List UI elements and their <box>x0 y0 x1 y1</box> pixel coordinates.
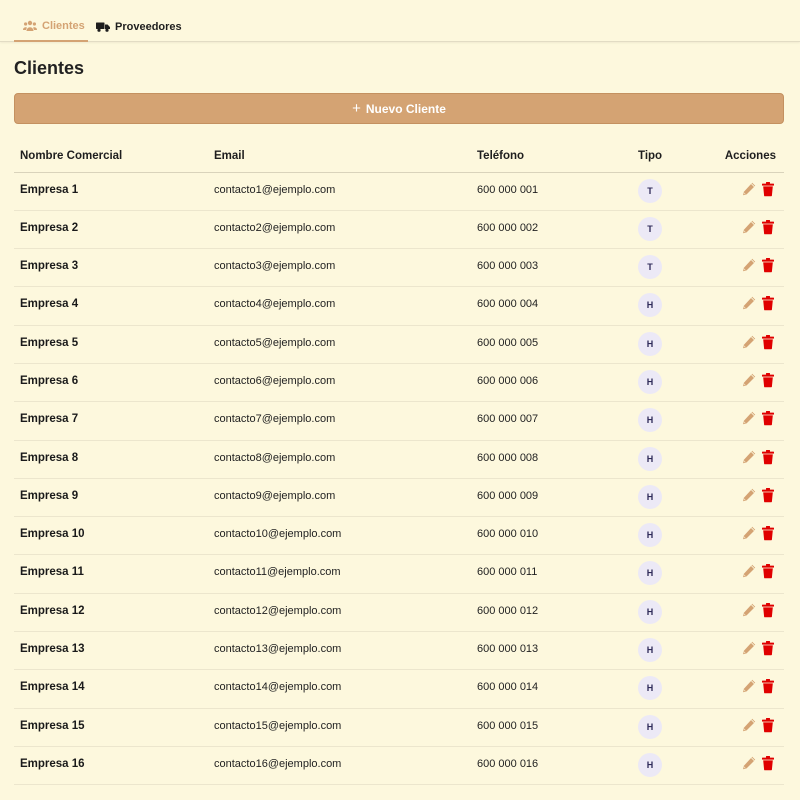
header-tipo[interactable]: Tipo <box>632 141 694 172</box>
tipo-badge: H <box>638 638 662 662</box>
table-row[interactable] <box>14 478 784 516</box>
cell-nombre: Empresa 8 <box>14 440 208 478</box>
tipo-badge: T <box>638 179 662 203</box>
cell-nombre: Empresa 16 <box>14 746 208 784</box>
pencil-icon[interactable] <box>741 487 757 503</box>
pencil-icon[interactable] <box>741 334 757 350</box>
trash-icon[interactable] <box>760 372 776 388</box>
cell-nombre: Empresa 7 <box>14 402 208 440</box>
table-row[interactable] <box>14 593 784 631</box>
table-row[interactable] <box>14 363 784 401</box>
cell-acciones <box>694 555 784 593</box>
cell-telefono: 600 000 001 <box>471 172 632 210</box>
cell-telefono: 600 000 003 <box>471 249 632 287</box>
cell-tipo <box>632 172 694 210</box>
tipo-badge: H <box>638 408 662 432</box>
cell-tipo <box>632 440 694 478</box>
pencil-icon[interactable] <box>741 372 757 388</box>
table-row[interactable] <box>14 210 784 248</box>
table-row[interactable] <box>14 402 784 440</box>
cell-acciones <box>694 593 784 631</box>
trash-icon[interactable] <box>760 410 776 426</box>
cell-acciones <box>694 287 784 325</box>
cell-nombre: Empresa 14 <box>14 670 208 708</box>
tipo-badge: H <box>638 600 662 624</box>
table-row[interactable] <box>14 632 784 670</box>
cell-tipo <box>632 363 694 401</box>
cell-acciones <box>694 172 784 210</box>
cell-tipo <box>632 287 694 325</box>
tipo-badge: T <box>638 217 662 241</box>
cell-telefono: 600 000 008 <box>471 440 632 478</box>
tipo-badge: H <box>638 447 662 471</box>
cell-nombre: Empresa 6 <box>14 363 208 401</box>
trash-icon[interactable] <box>760 449 776 465</box>
tab-proveedores-label: Proveedores <box>115 21 182 33</box>
cell-email: contacto13@ejemplo.com <box>208 632 471 670</box>
pencil-icon[interactable] <box>741 295 757 311</box>
cell-tipo <box>632 555 694 593</box>
table-row[interactable] <box>14 325 784 363</box>
cell-acciones <box>694 632 784 670</box>
cell-telefono: 600 000 010 <box>471 517 632 555</box>
cell-acciones <box>694 402 784 440</box>
users-icon <box>23 20 37 32</box>
clients-table <box>14 141 784 785</box>
cell-acciones <box>694 249 784 287</box>
cell-email: contacto5@ejemplo.com <box>208 325 471 363</box>
cell-nombre: Empresa 15 <box>14 708 208 746</box>
pencil-icon[interactable] <box>741 525 757 541</box>
pencil-icon[interactable] <box>741 717 757 733</box>
cell-tipo <box>632 670 694 708</box>
cell-acciones <box>694 325 784 363</box>
cell-tipo <box>632 325 694 363</box>
tipo-badge: H <box>638 370 662 394</box>
table-row[interactable] <box>14 746 784 784</box>
new-client-button-label: Nuevo Cliente <box>365 101 446 116</box>
cell-email: contacto10@ejemplo.com <box>208 517 471 555</box>
tipo-badge: H <box>638 753 662 777</box>
cell-email: contacto15@ejemplo.com <box>208 708 471 746</box>
cell-nombre: Empresa 12 <box>14 593 208 631</box>
table-row[interactable] <box>14 287 784 325</box>
table-row[interactable] <box>14 517 784 555</box>
cell-tipo <box>632 517 694 555</box>
trash-icon[interactable] <box>760 602 776 618</box>
header-email[interactable]: Email <box>208 141 471 172</box>
cell-email: contacto16@ejemplo.com <box>208 746 471 784</box>
cell-nombre: Empresa 10 <box>14 517 208 555</box>
pencil-icon[interactable] <box>741 257 757 273</box>
cell-nombre: Empresa 4 <box>14 287 208 325</box>
header-nombre[interactable]: Nombre Comercial <box>14 141 208 172</box>
tipo-badge: H <box>638 485 662 509</box>
cell-telefono: 600 000 004 <box>471 287 632 325</box>
cell-telefono: 600 000 005 <box>471 325 632 363</box>
pencil-icon[interactable] <box>741 181 757 197</box>
table-row[interactable] <box>14 670 784 708</box>
new-client-button[interactable] <box>14 93 784 124</box>
tipo-badge: H <box>638 561 662 585</box>
tab-clientes[interactable] <box>14 12 88 42</box>
pencil-icon[interactable] <box>741 219 757 235</box>
trash-icon[interactable] <box>760 487 776 503</box>
cell-telefono: 600 000 002 <box>471 210 632 248</box>
pencil-icon[interactable] <box>741 449 757 465</box>
cell-telefono: 600 000 014 <box>471 670 632 708</box>
header-acciones: Acciones <box>694 141 784 172</box>
plus-icon: + <box>352 100 361 117</box>
cell-telefono: 600 000 011 <box>471 555 632 593</box>
tipo-badge: H <box>638 715 662 739</box>
cell-telefono: 600 000 012 <box>471 593 632 631</box>
trash-icon[interactable] <box>760 563 776 579</box>
cell-email: contacto7@ejemplo.com <box>208 402 471 440</box>
cell-tipo <box>632 632 694 670</box>
trash-icon[interactable] <box>760 181 776 197</box>
table-row[interactable] <box>14 708 784 746</box>
trash-icon[interactable] <box>760 678 776 694</box>
tipo-badge: H <box>638 293 662 317</box>
table-row[interactable] <box>14 440 784 478</box>
cell-telefono: 600 000 007 <box>471 402 632 440</box>
cell-acciones <box>694 517 784 555</box>
cell-email: contacto6@ejemplo.com <box>208 363 471 401</box>
cell-nombre: Empresa 5 <box>14 325 208 363</box>
tipo-badge: H <box>638 523 662 547</box>
pencil-icon[interactable] <box>741 410 757 426</box>
cell-tipo <box>632 249 694 287</box>
header-telefono[interactable]: Teléfono <box>471 141 632 172</box>
cell-telefono: 600 000 013 <box>471 632 632 670</box>
cell-nombre: Empresa 9 <box>14 478 208 516</box>
truck-icon <box>96 21 110 33</box>
cell-acciones <box>694 210 784 248</box>
trash-icon[interactable] <box>760 219 776 235</box>
cell-nombre: Empresa 13 <box>14 632 208 670</box>
table-row[interactable] <box>14 172 784 210</box>
trash-icon[interactable] <box>760 525 776 541</box>
pencil-icon[interactable] <box>741 755 757 771</box>
cell-email: contacto8@ejemplo.com <box>208 440 471 478</box>
tab-proveedores[interactable] <box>96 12 182 42</box>
tab-clientes-label: Clientes <box>42 20 85 32</box>
cell-telefono: 600 000 015 <box>471 708 632 746</box>
cell-telefono: 600 000 006 <box>471 363 632 401</box>
cell-acciones <box>694 746 784 784</box>
trash-icon[interactable] <box>760 334 776 350</box>
trash-icon[interactable] <box>760 755 776 771</box>
pencil-icon[interactable] <box>741 678 757 694</box>
cell-nombre: Empresa 1 <box>14 172 208 210</box>
pencil-icon[interactable] <box>741 563 757 579</box>
cell-tipo <box>632 593 694 631</box>
tipo-badge: H <box>638 676 662 700</box>
cell-email: contacto11@ejemplo.com <box>208 555 471 593</box>
page-title: Clientes <box>14 58 85 78</box>
cell-tipo <box>632 708 694 746</box>
cell-acciones <box>694 478 784 516</box>
cell-nombre: Empresa 3 <box>14 249 208 287</box>
cell-tipo <box>632 402 694 440</box>
cell-telefono: 600 000 016 <box>471 746 632 784</box>
pencil-icon[interactable] <box>741 640 757 656</box>
cell-email: contacto3@ejemplo.com <box>208 249 471 287</box>
table-header-row <box>14 141 784 172</box>
cell-tipo <box>632 746 694 784</box>
cell-tipo <box>632 478 694 516</box>
tab-bar <box>0 0 800 42</box>
cell-tipo <box>632 210 694 248</box>
pencil-icon[interactable] <box>741 602 757 618</box>
trash-icon[interactable] <box>760 717 776 733</box>
table-row[interactable] <box>14 555 784 593</box>
cell-nombre: Empresa 11 <box>14 555 208 593</box>
cell-acciones <box>694 440 784 478</box>
cell-acciones <box>694 708 784 746</box>
trash-icon[interactable] <box>760 257 776 273</box>
cell-email: contacto14@ejemplo.com <box>208 670 471 708</box>
cell-nombre: Empresa 2 <box>14 210 208 248</box>
cell-acciones <box>694 670 784 708</box>
cell-email: contacto9@ejemplo.com <box>208 478 471 516</box>
cell-email: contacto2@ejemplo.com <box>208 210 471 248</box>
cell-email: contacto1@ejemplo.com <box>208 172 471 210</box>
trash-icon[interactable] <box>760 640 776 656</box>
trash-icon[interactable] <box>760 295 776 311</box>
tipo-badge: H <box>638 332 662 356</box>
tipo-badge: T <box>638 255 662 279</box>
cell-email: contacto12@ejemplo.com <box>208 593 471 631</box>
cell-email: contacto4@ejemplo.com <box>208 287 471 325</box>
cell-telefono: 600 000 009 <box>471 478 632 516</box>
cell-acciones <box>694 363 784 401</box>
table-row[interactable] <box>14 249 784 287</box>
